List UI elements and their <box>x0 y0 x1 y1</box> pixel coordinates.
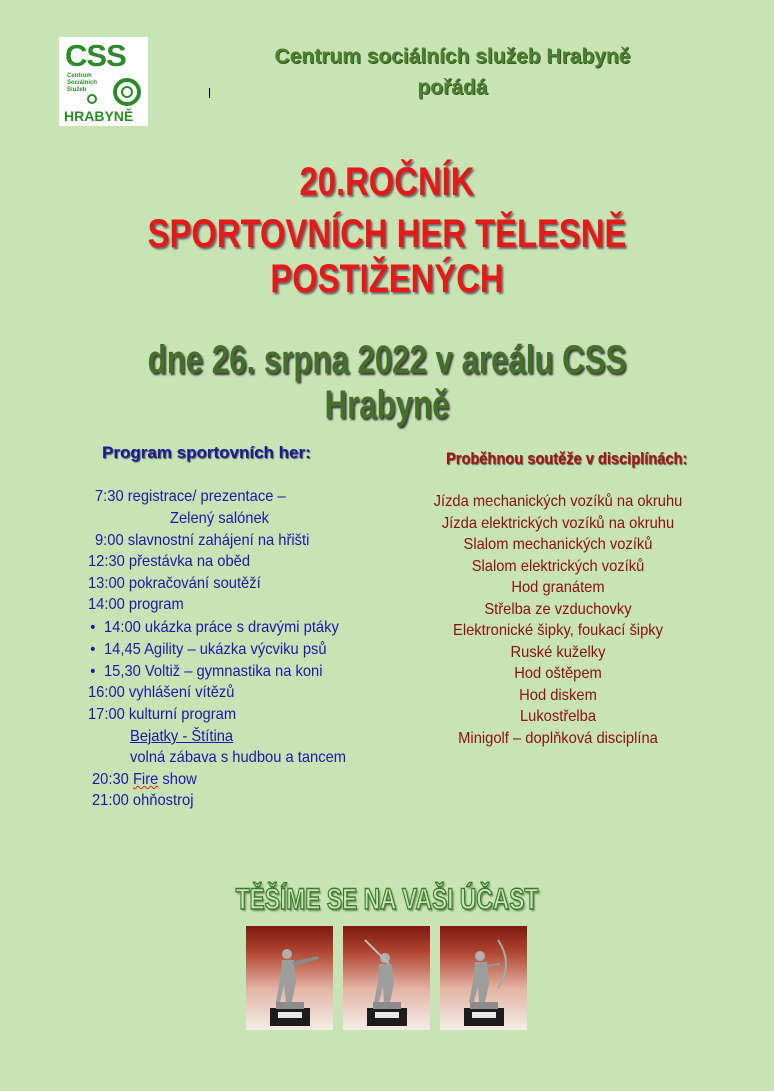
discipline-item: Slalom elektrických vozíků <box>471 557 645 575</box>
discipline-item: Střelba ze vzduchovky <box>484 600 632 618</box>
program-line: 13:00 pokračování soutěží <box>88 575 261 592</box>
css-logo <box>59 37 148 126</box>
fire-show-time: 20:30 <box>92 771 129 788</box>
discipline-item: Lukostřelba <box>519 708 597 725</box>
discipline-item: Ruské kuželky <box>510 643 606 661</box>
discipline-item: Slalom mechanických vozíků <box>463 536 653 553</box>
program-line: 14:00 program <box>88 596 184 613</box>
program-bullet-item: • 14,45 Agility – ukázka výcviku psů <box>104 641 327 659</box>
disciplines-list <box>398 491 718 749</box>
disciplines-heading: Proběhnou soutěže v disciplínách: <box>446 449 688 468</box>
closing-slogan: TĚŠÍME SE NA VAŠI ÚČAST <box>235 883 539 916</box>
event-title: SPORTOVNÍCH HER TĚLESNĚ POSTIŽENÝCH <box>147 212 627 301</box>
program-line: 12:30 přestávka na oběd <box>88 553 251 570</box>
program-heading: Program sportovních her: <box>102 443 311 462</box>
show-word: show <box>162 771 197 788</box>
trophy-shooter-image <box>246 926 333 1030</box>
trophy-archer-image <box>440 926 527 1030</box>
discipline-item: Hod oštěpem <box>514 665 602 682</box>
edition-title: 20.ROČNÍK <box>299 160 475 204</box>
logo-small-text: Centrum Sociálních Služeb <box>67 73 98 93</box>
discipline-item: Jízda elektrických vozíků na okruhu <box>441 514 675 532</box>
organizer-name: Centrum sociálních služeb Hrabyně <box>274 45 631 68</box>
discipline-item: Jízda mechanických vozíků na okruhu <box>433 493 683 510</box>
logo-place: HRABYNĚ <box>64 108 134 124</box>
logo-rings-icon <box>87 77 143 109</box>
program-bullet-item: • 15,30 Voltiž – gymnastika na koni <box>104 663 322 681</box>
organizer-header <box>180 41 725 103</box>
discipline-item: Elektronické šipky, foukací šipky <box>453 622 663 639</box>
program-line: 16:00 vyhlášení vítězů <box>88 684 235 701</box>
program-line: 9:00 slavnostní zahájení na hřišti <box>95 532 310 549</box>
program-line: 21:00 ohňostroj <box>92 792 194 809</box>
event-date: dne 26. srpna 2022 v areálu CSS Hrabyně <box>147 338 627 427</box>
text-cursor <box>209 88 210 98</box>
program-line: volná zábava s hudbou a tancem <box>130 749 347 766</box>
organizer-verb: pořádá <box>417 76 488 99</box>
discipline-item: Hod granátem <box>511 579 605 596</box>
program-line: 17:00 kulturní program <box>88 706 237 723</box>
program-bullet-item: • 14:00 ukázka práce s dravými ptáky <box>104 619 339 637</box>
logo-mark: CSS <box>65 38 126 73</box>
fire-word: Fire <box>132 771 159 788</box>
program-line-fire-show <box>92 771 197 789</box>
trophy-golfer-image <box>343 926 430 1030</box>
program-line: Zelený salónek <box>170 510 270 527</box>
program-line: 7:30 registrace/ prezentace – <box>95 488 286 505</box>
discipline-item: Hod diskem <box>519 686 597 704</box>
program-band-link[interactable]: Bejatky - Štítina <box>130 728 234 745</box>
discipline-item: Minigolf – doplňková disciplína <box>458 729 658 747</box>
